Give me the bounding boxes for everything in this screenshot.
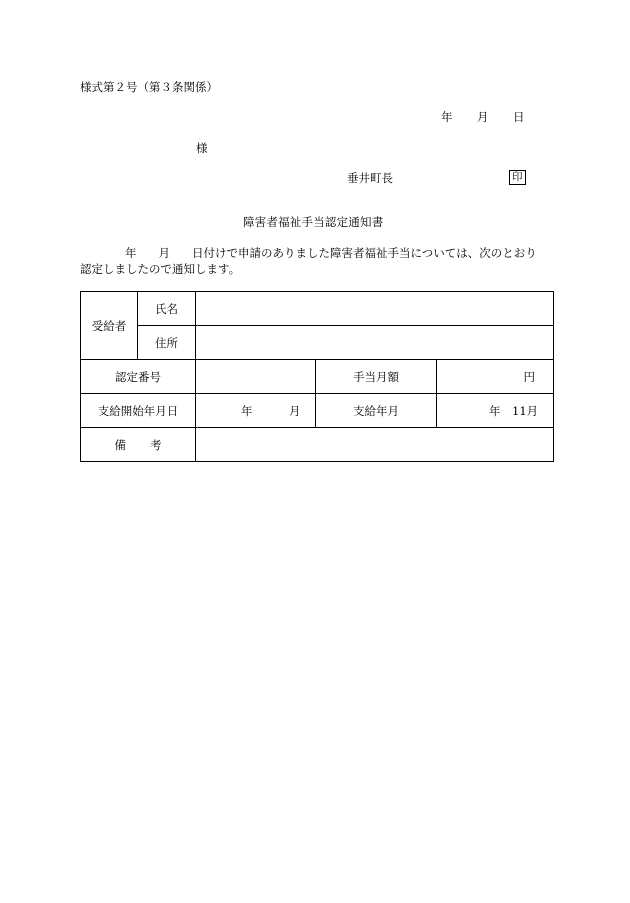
addressee-suffix: 様 [196, 141, 208, 155]
payment-month-value [437, 394, 554, 428]
remarks-value [196, 428, 554, 462]
issuer-name: 垂井町長 [347, 171, 393, 185]
body-month-label: 月 [158, 246, 170, 260]
name-value [196, 292, 554, 326]
address-label: 住所 [138, 326, 196, 360]
document-title: 障害者福祉手当認定通知書 [243, 215, 384, 229]
remarks-label-cell [81, 428, 196, 462]
form-number: 様式第２号（第３条関係） [80, 80, 218, 94]
table-row [81, 292, 554, 326]
date-day-label: 日 [513, 110, 525, 124]
notice-table [80, 291, 554, 462]
cert-number-label: 認定番号 [81, 360, 196, 394]
start-month-label: 月 [289, 404, 301, 418]
cert-number-value [196, 360, 316, 394]
table-row [81, 428, 554, 462]
table-row [81, 326, 554, 360]
table-row [81, 394, 554, 428]
table-row [81, 360, 554, 394]
notice-body [80, 245, 552, 277]
payment-year-label: 年 [489, 404, 501, 418]
body-year-label: 年 [125, 246, 137, 260]
address-value [196, 326, 554, 360]
payment-month-text: 11月 [512, 404, 539, 418]
start-year-label: 年 [241, 404, 253, 418]
payment-month-label: 支給年月 [316, 394, 437, 428]
start-date-value [196, 394, 316, 428]
seal-mark: 印 [509, 170, 526, 185]
body-line1: 日付けで申請のありました障害者福祉手当については、次のとおり [192, 246, 537, 260]
start-date-label: 支給開始年月日 [81, 394, 196, 428]
name-label: 氏名 [138, 292, 196, 326]
body-line2: 認定しましたので通知します。 [80, 262, 241, 276]
monthly-amount-yen: 円 [437, 360, 554, 394]
monthly-amount-label: 手当月額 [316, 360, 437, 394]
recipient-label: 受給者 [81, 292, 138, 360]
date-year-label: 年 [441, 110, 453, 124]
date-month-label: 月 [477, 110, 489, 124]
remarks-label: 備考 [114, 437, 186, 452]
